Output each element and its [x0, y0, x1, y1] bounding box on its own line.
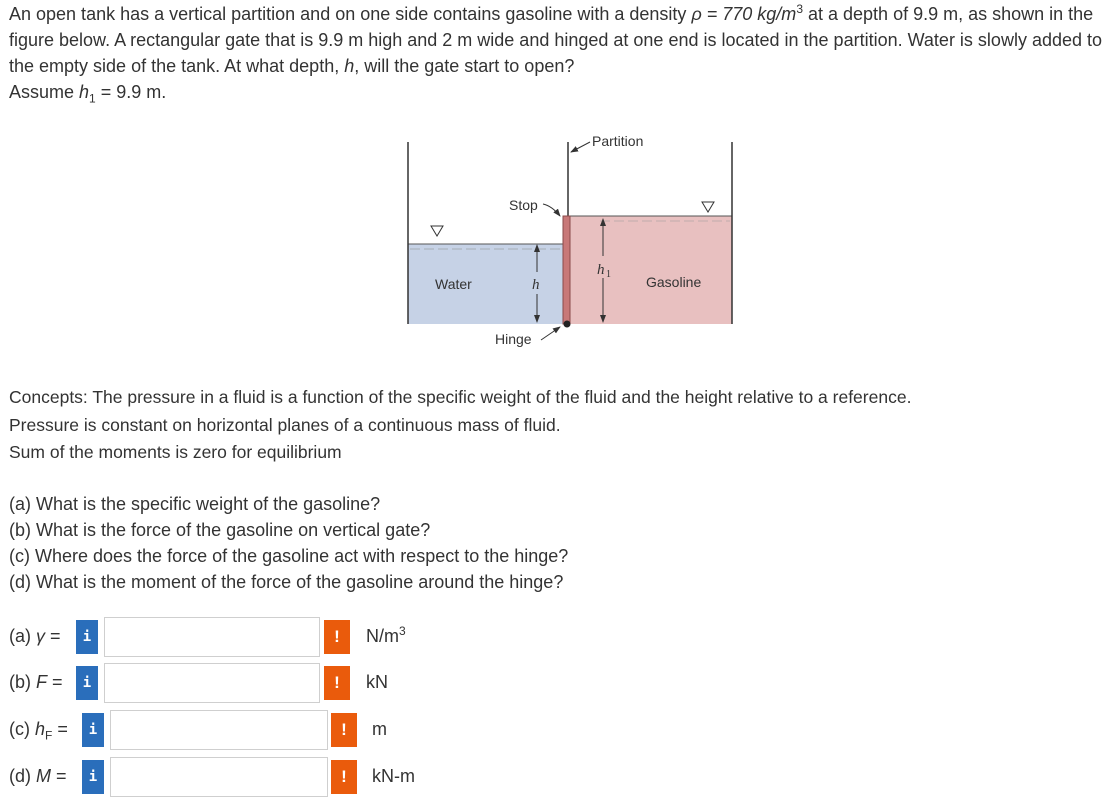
gasoline-surface-icon: [702, 202, 714, 212]
hinge-label: Hinge: [495, 331, 532, 347]
question-b: (b) What is the force of the gasoline on vertical gate?: [9, 520, 431, 540]
partition-label: Partition: [592, 133, 644, 149]
gasoline-region: [568, 216, 732, 324]
concepts-text: Concepts: The pressure in a fluid is a function of the specific weight of the fluid and the height relative to a reference. Pressure is constant on horizontal planes of a continuous mass of fluid. Sum of the moments is zero for equilibrium: [9, 387, 912, 462]
gasoline-label: Gasoline: [646, 274, 702, 290]
answer-label-c: (c) $h_F$ =: [9, 719, 68, 743]
water-label: Water: [435, 276, 472, 292]
answer-label-b: (b) F =: [9, 672, 63, 692]
answer-label-a: (a) γ =: [9, 626, 61, 646]
answer-input-b[interactable]: [104, 663, 320, 703]
answer-row-a: [0, 617, 460, 657]
unit-label-b: kN: [366, 672, 388, 692]
questions-list: [9, 491, 709, 595]
problem-statement: An open tank has a vertical partition and on one side contains gasoline with a density ρ = 770 $kg/m^3$ at a depth of 9.9 m, as shown in the figure below. A rectangular gate that is 9.9 m high and 2 m wide and hinged at one end is located in the partition. Water is slowly added to the empty side of the tank. At what depth, h, will the gate start to open? Assume $h_1 = 9.9$ m.: [9, 2, 1103, 106]
unit-label-d: kN-m: [372, 766, 415, 786]
answer-input-a[interactable]: [104, 617, 320, 657]
stop-label: Stop: [509, 197, 538, 213]
answer-input-c[interactable]: [110, 710, 328, 750]
question-d: (d) What is the moment of the force of the gasoline around the hinge?: [9, 572, 564, 592]
warning-icon[interactable]: !: [331, 760, 357, 794]
unit-label-a: $N/m^3$: [366, 624, 406, 646]
answer-row-b: [0, 663, 460, 703]
answer-input-d[interactable]: [110, 757, 328, 797]
h1-label: h: [597, 262, 605, 278]
question-a: (a) What is the specific weight of the gasoline?: [9, 494, 381, 514]
tank-diagram: [400, 128, 745, 353]
info-icon[interactable]: i: [82, 713, 104, 747]
info-icon[interactable]: i: [76, 620, 98, 654]
hinge-point: [564, 321, 571, 328]
question-c: (c) Where does the force of the gasoline act with respect to the hinge?: [9, 546, 569, 566]
water-surface-icon: [431, 226, 443, 236]
info-icon[interactable]: i: [82, 760, 104, 794]
unit-label-c: m: [372, 719, 387, 739]
answer-row-c: [0, 710, 460, 750]
water-region: [408, 244, 564, 324]
info-icon[interactable]: i: [76, 666, 98, 700]
gate: [563, 216, 570, 324]
warning-icon[interactable]: !: [324, 666, 350, 700]
h1-subscript: 1: [606, 269, 611, 280]
warning-icon[interactable]: !: [331, 713, 357, 747]
h-label: h: [532, 277, 540, 293]
warning-icon[interactable]: !: [324, 620, 350, 654]
answer-row-d: [0, 757, 460, 797]
answer-label-d: (d) M =: [9, 766, 67, 786]
